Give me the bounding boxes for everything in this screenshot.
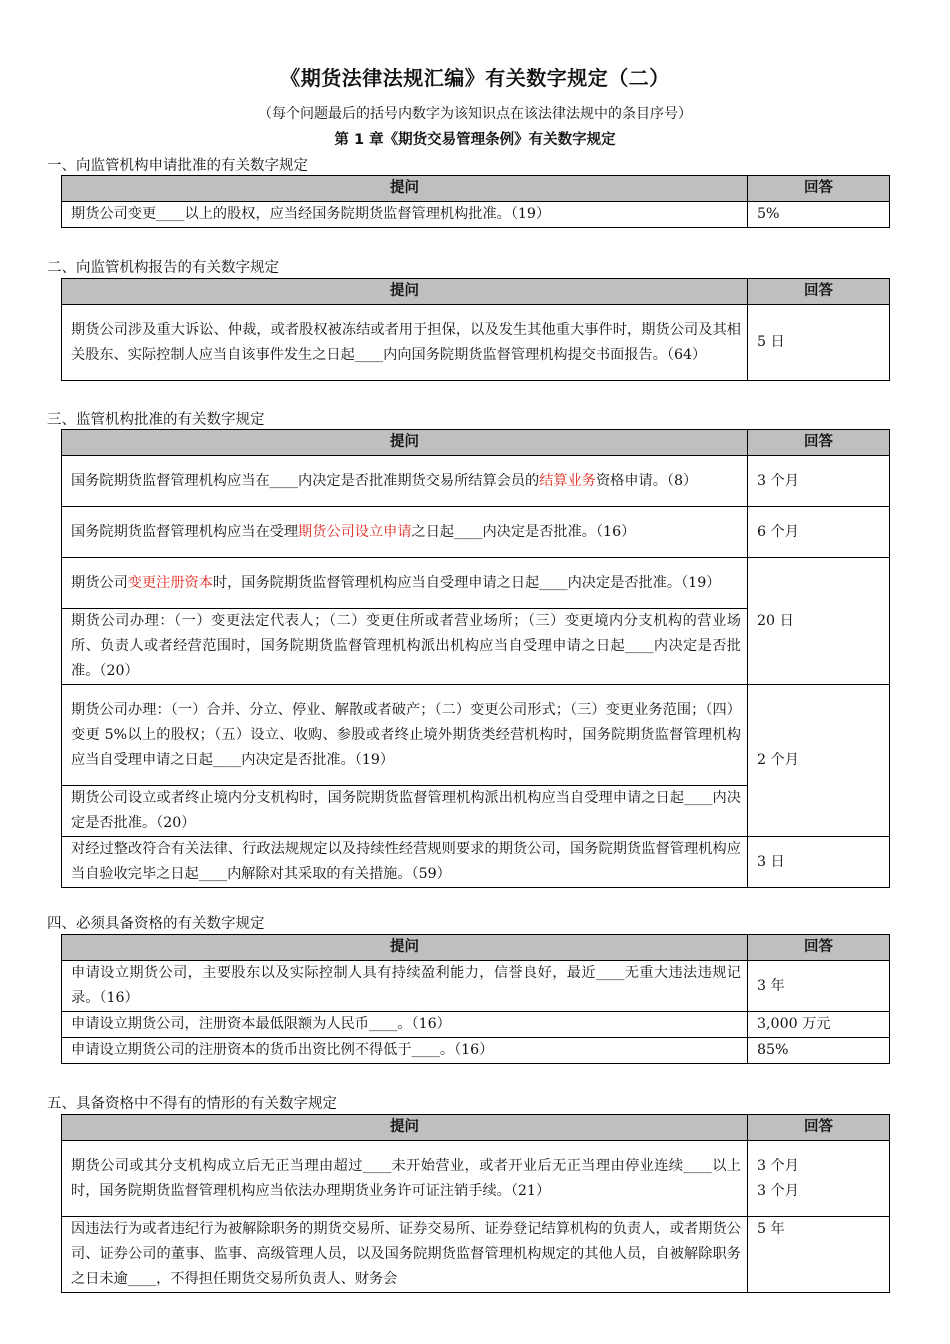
column-header-answer: 回答 [748, 935, 890, 961]
table-row [62, 456, 890, 507]
question-text: 时，国务院期货监督管理机构应当自受理申请之日起____内决定是否批准。（19） [212, 574, 721, 591]
column-header-question: 提问 [62, 430, 748, 456]
answer-cell: 2 个月 [748, 685, 890, 837]
answer-cell: 3,000 万元 [748, 1012, 890, 1038]
question-cell: 期货公司办理：（一）合并、分立、停业、解散或者破产；（二）变更公司形式；（三）变更业务范围；（四）变更 5%以上的股权；（五）设立、收购、参股或者终止境外期货类经营机构时，国务院期货监督管理机构应当自受理申请之日起____内决定是否批准。（19） [62, 685, 748, 786]
section-heading-2: 二、向监管机构报告的有关数字规定 [47, 260, 279, 276]
table-row [62, 1141, 890, 1217]
highlight-text: 期货公司设立申请 [298, 523, 412, 540]
section-heading-5: 五、具备资格中不得有的情形的有关数字规定 [47, 1096, 337, 1112]
question-cell: 期货公司涉及重大诉讼、仲裁，或者股权被冻结或者用于担保，以及发生其他重大事件时，期货公司及其相关股东、实际控制人应当自该事件发生之日起____内向国务院期货监督管理机构提交书面报告。（64） [62, 305, 748, 381]
table-row [62, 961, 890, 1012]
answer-cell: 5 日 [748, 305, 890, 381]
question-text: 国务院期货监督管理机构应当在受理 [71, 523, 299, 540]
table-row [62, 1217, 890, 1293]
highlight-text: 结算业务 [539, 472, 596, 489]
table-row [62, 685, 890, 786]
question-cell: 期货公司或其分支机构成立后无正当理由超过____未开始营业，或者开业后无正当理由停业连续____以上时，国务院期货监督管理机构应当依法办理期货业务许可证注销手续。（21） [62, 1141, 748, 1217]
question-table-1 [61, 175, 890, 228]
answer-cell: 6 个月 [748, 507, 890, 558]
section-heading-1: 一、向监管机构申请批准的有关数字规定 [47, 158, 308, 174]
question-cell [62, 456, 748, 507]
answer-cell: 3 日 [748, 837, 890, 888]
question-cell [62, 558, 748, 609]
question-table-3 [61, 429, 890, 888]
question-cell: 申请设立期货公司，主要股东以及实际控制人具有持续盈利能力，信誉良好，最近____无重大违法违规记录。（16） [62, 961, 748, 1012]
question-table-4 [61, 934, 890, 1064]
answer-line: 3 个月 [757, 1182, 799, 1199]
highlight-text: 变更注册资本 [127, 574, 213, 591]
table-row [62, 1038, 890, 1064]
question-cell: 对经过整改符合有关法律、行政法规规定以及持续性经营规则要求的期货公司，国务院期货监督管理机构应当自验收完毕之日起____内解除对其采取的有关措施。（59） [62, 837, 748, 888]
question-text: 期货公司 [71, 574, 128, 591]
table-row [62, 837, 890, 888]
question-cell: 因违法行为或者违纪行为被解除职务的期货交易所、证券交易所、证券登记结算机构的负责人，或者期货公司、证券公司的董事、监事、高级管理人员，以及国务院期货监督管理机构规定的其他人员，自被解除职务之日未逾____，不得担任期货交易所负责人、财务会 [62, 1217, 748, 1293]
column-header-question: 提问 [62, 935, 748, 961]
column-header-answer: 回答 [748, 176, 890, 202]
section-heading-3: 三、监管机构批准的有关数字规定 [47, 412, 265, 428]
question-text: 之日起____内决定是否批准。（16） [411, 523, 636, 540]
question-cell: 期货公司设立或者终止境内分支机构时，国务院期货监督管理机构派出机构应当自受理申请之日起____内决定是否批准。（20） [62, 786, 748, 837]
table-row [62, 558, 890, 609]
column-header-answer: 回答 [748, 279, 890, 305]
table-row [62, 305, 890, 381]
document-subtitle: （每个问题最后的括号内数字为该知识点在该法律法规中的条目序号） [258, 106, 692, 122]
answer-cell: 3 个月 [748, 456, 890, 507]
question-cell: 期货公司变更____以上的股权，应当经国务院期货监督管理机构批准。（19） [62, 202, 748, 228]
table-row [62, 507, 890, 558]
answer-cell: 20 日 [748, 558, 890, 685]
question-text: 国务院期货监督管理机构应当在____内决定是否批准期货交易所结算会员的 [71, 472, 540, 489]
column-header-question: 提问 [62, 1115, 748, 1141]
column-header-answer: 回答 [748, 1115, 890, 1141]
answer-line: 3 个月 [757, 1157, 799, 1174]
answer-cell [748, 1141, 890, 1217]
table-row [62, 1012, 890, 1038]
section-heading-4: 四、必须具备资格的有关数字规定 [47, 916, 265, 932]
question-text: 资格申请。（8） [595, 472, 698, 489]
question-cell: 申请设立期货公司，注册资本最低限额为人民币____。（16） [62, 1012, 748, 1038]
question-cell [62, 507, 748, 558]
answer-cell: 85% [748, 1038, 890, 1064]
column-header-answer: 回答 [748, 430, 890, 456]
table-row [62, 202, 890, 228]
question-table-2 [61, 278, 890, 381]
question-cell: 期货公司办理：（一）变更法定代表人；（二）变更住所或者营业场所；（三）变更境内分支机构的营业场所、负责人或者经营范围时，国务院期货监督管理机构派出机构应当自受理申请之日起____内决定是否批准。（20） [62, 609, 748, 685]
answer-cell: 5 年 [748, 1217, 890, 1293]
answer-cell: 3 年 [748, 961, 890, 1012]
column-header-question: 提问 [62, 279, 748, 305]
document-title: 《期货法律法规汇编》有关数字规定（二） [280, 66, 670, 90]
chapter-heading: 第 1 章《期货交易管理条例》有关数字规定 [334, 132, 616, 148]
answer-cell: 5% [748, 202, 890, 228]
question-table-5 [61, 1114, 890, 1293]
question-cell: 申请设立期货公司的注册资本的货币出资比例不得低于____。（16） [62, 1038, 748, 1064]
column-header-question: 提问 [62, 176, 748, 202]
